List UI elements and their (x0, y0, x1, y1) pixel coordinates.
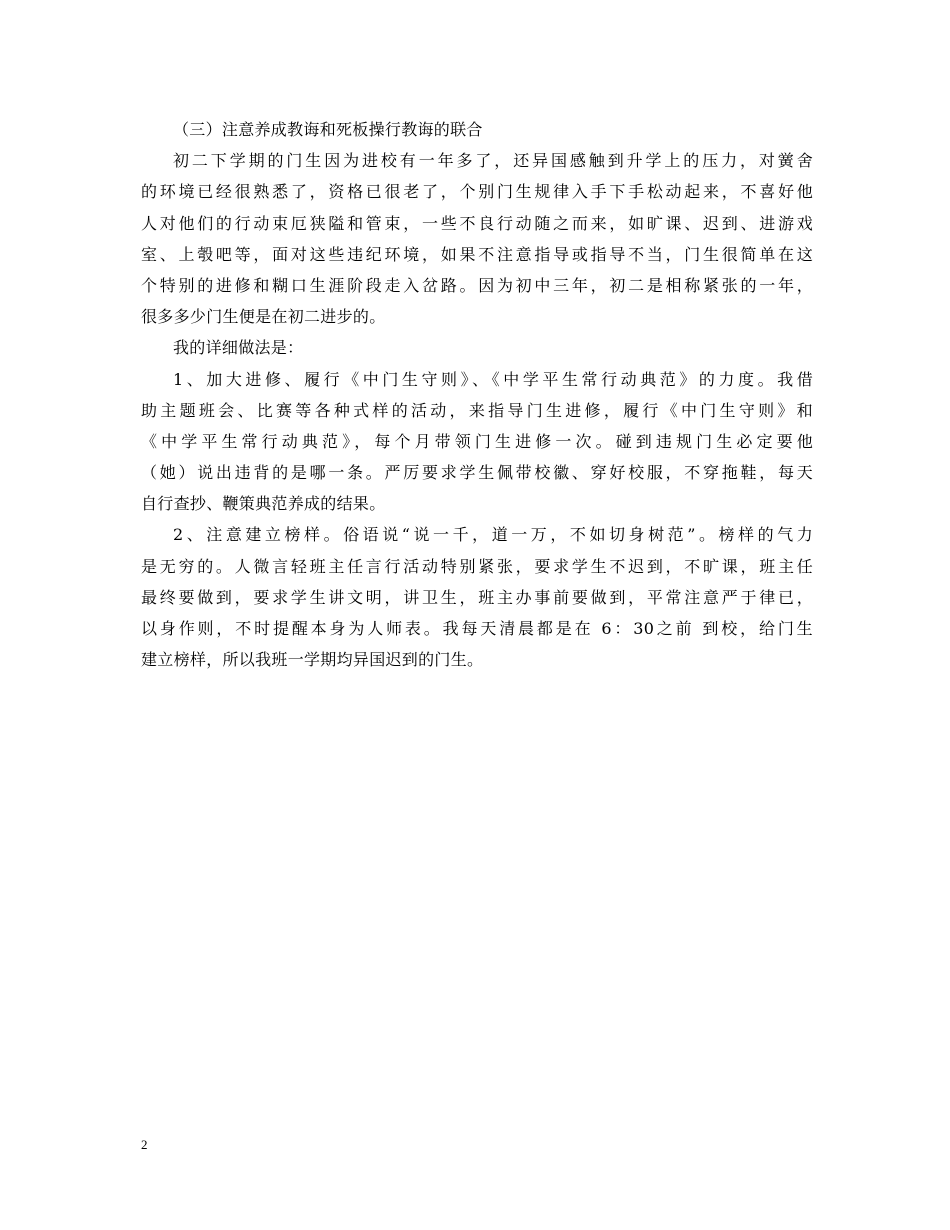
section-heading: （三）注意养成教诲和死板操行教诲的联合 (173, 120, 483, 139)
paragraph-line: 室、上彀吧等，面对这些违纪环境，如果不注意指导或指导不当，门生很简单在这 (141, 244, 813, 264)
paragraph-1 (141, 145, 813, 332)
paragraph-line: 1、加大进修、履行《中门生守则》、《中学平生常行动典范》的力度。我借 (173, 369, 813, 389)
paragraph-line: 初二下学期的门生因为进校有一年多了，还异国感触到升学上的压力，对黉舍 (173, 151, 813, 171)
paragraph-line: 个特别的进修和糊口生涯阶段走入岔路。因为初中三年，初二是相称紧张的一年， (141, 275, 813, 295)
paragraph-line: 以身作则，不时提醒本身为人师表。我每天清晨都是在 6：30之前 到校，给门生 (141, 619, 813, 638)
paragraph-line: 2、注意建立榜样。俗语说“说一千，道一万，不如切身树范”。榜样的气力 (173, 525, 813, 545)
paragraph-line: 最终要做到，要求学生讲文明，讲卫生，班主办事前要做到，平常注意严于律已， (141, 587, 813, 607)
paragraph-line: 很多多少门生便是在初二进步的。 (141, 307, 386, 327)
document-body (141, 114, 813, 675)
paragraph-line: 《中学平生常行动典范》，每个月带领门生进修一次。碰到违规门生必定要他 (141, 431, 813, 451)
paragraph-line: 助主题班会、比赛等各种式样的活动，来指导门生进修，履行《中门生守则》和 (141, 400, 813, 420)
paragraph-4 (141, 519, 813, 675)
paragraph-line: （她）说出违背的是哪一条。严厉要求学生佩带校徽、穿好校服，不穿拖鞋，每天 (141, 463, 813, 483)
paragraph-2 (141, 332, 813, 363)
paragraph-3 (141, 364, 813, 520)
paragraph-line: 是无穷的。人微言轻班主任言行活动特别紧张，要求学生不迟到，不旷课，班主任 (141, 556, 813, 576)
paragraph-line: 人对他们的行动束厄狭隘和管束，一些不良行动随之而来，如旷课、迟到、进游戏 (141, 213, 813, 233)
page-number: 2 (141, 1137, 148, 1152)
paragraph-line: 的环境已经很熟悉了，资格已很老了，个别门生规律入手下手松动起来，不喜好他 (141, 182, 813, 202)
paragraph-line: 建立榜样，所以我班一学期均异国迟到的门生。 (141, 650, 484, 670)
paragraph-line: 自行查抄、鞭策典范养成的结果。 (141, 494, 386, 514)
paragraph-line: 我的详细做法是： (173, 338, 304, 358)
